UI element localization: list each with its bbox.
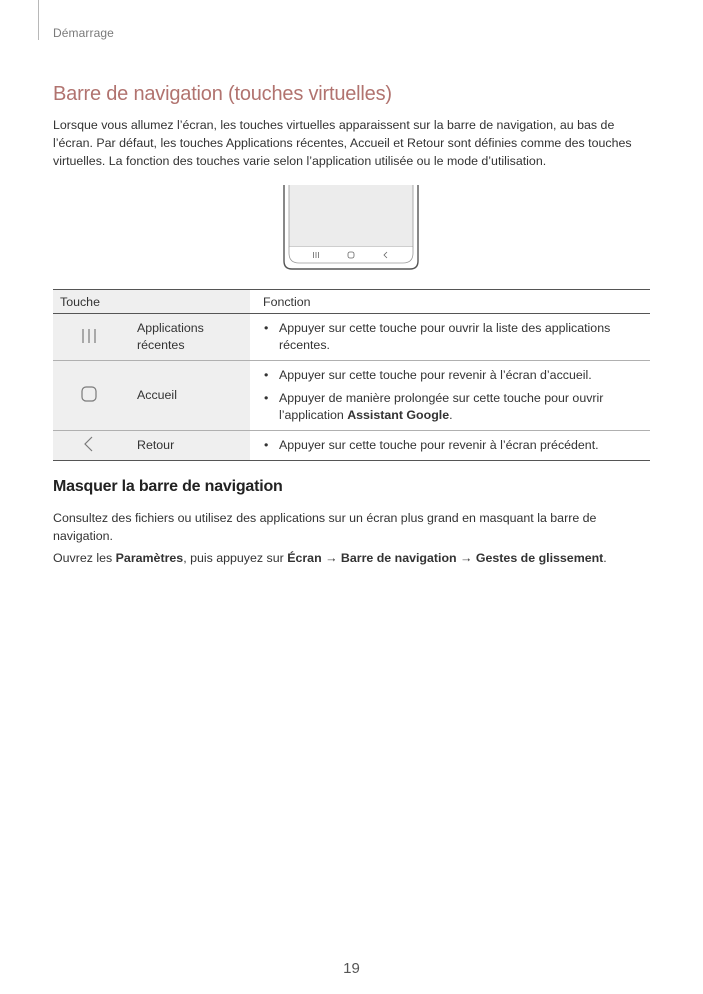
navigation-bar-label: Barre de navigation <box>340 551 457 565</box>
function-bullet: • Appuyer sur cette touche pour ouvrir la liste des applications récentes. <box>260 320 642 354</box>
back-icon <box>53 431 125 461</box>
header-section-label: Démarrage <box>53 26 114 40</box>
arrow-icon: → <box>456 551 476 565</box>
recent-apps-icon <box>53 314 125 361</box>
table-row-home <box>53 361 650 431</box>
function-bullet: • Appuyer de manière prolongée sur cette touche pour ouvrir l’application Assistant Google. <box>260 390 642 424</box>
key-name-recent-apps: Applications récentes <box>125 314 250 361</box>
header-rule <box>38 0 39 40</box>
key-name-back: Retour <box>125 431 250 461</box>
subsection-title: Masquer la barre de navigation <box>53 478 283 495</box>
swipe-gestures-label: Gestes de glissement <box>475 551 604 565</box>
subsection-paragraph: Consultez des fichiers ou utilisez des applications sur un écran plus grand en masquant la barre de navigation. <box>53 511 597 543</box>
phone-illustration <box>282 185 420 271</box>
navigation-keys-table <box>53 289 650 461</box>
assistant-google-label: Assistant Google <box>347 408 450 422</box>
settings-label: Paramètres <box>115 551 184 565</box>
table-row-recent-apps <box>53 314 650 361</box>
instruction-paragraph: Ouvrez les Paramètres, puis appuyez sur Écran → Barre de navigation → Gestes de glissement. <box>53 551 607 565</box>
home-icon <box>53 361 125 431</box>
page-number: 19 <box>343 960 360 977</box>
page-title: Barre de navigation (touches virtuelles) <box>53 83 392 105</box>
table-row-back <box>53 431 650 461</box>
key-name-home: Accueil <box>125 361 250 431</box>
table-header-key: Touche <box>53 290 250 314</box>
function-bullet: • Appuyer sur cette touche pour revenir à l’écran précédent. <box>260 437 642 454</box>
table-header-function: Fonction <box>250 290 650 314</box>
intro-paragraph: Lorsque vous allumez l’écran, les touches virtuelles apparaissent sur la barre de navigation, au bas de l’écran. Par défaut, les touches Applications récentes, Accueil et Retour sont définies comme des touches virtuelles. La fonction des touches varie selon l’application utilisée ou le mode d’utilisation. <box>53 118 632 168</box>
function-bullet: • Appuyer sur cette touche pour revenir à l’écran d’accueil. <box>260 367 642 384</box>
screen-label: Écran <box>287 551 322 565</box>
arrow-icon: → <box>321 551 341 565</box>
